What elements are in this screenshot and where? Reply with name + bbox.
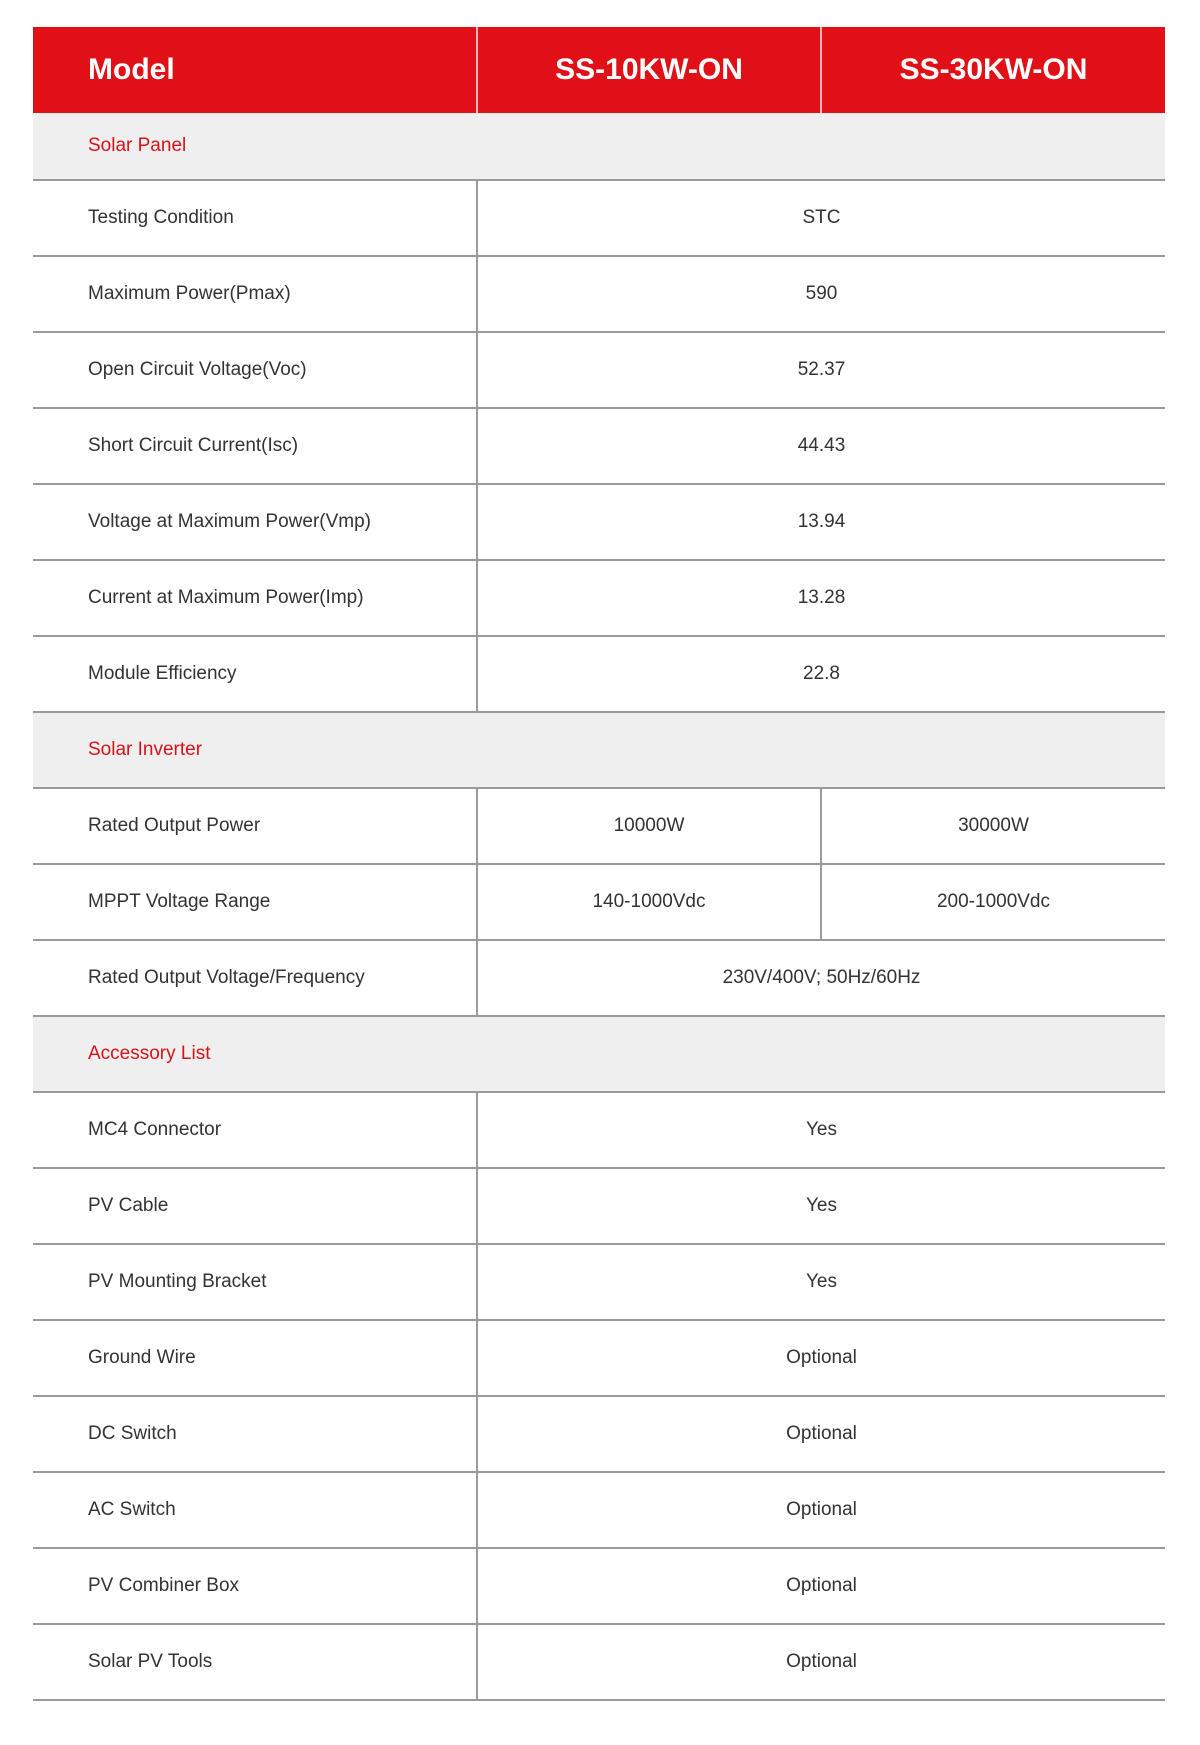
table-row <box>33 788 1165 864</box>
row-label: Open Circuit Voltage(Voc) <box>33 332 477 408</box>
row-label: Short Circuit Current(Isc) <box>33 408 477 484</box>
table-row <box>33 1396 1165 1472</box>
table-row <box>33 1548 1165 1624</box>
row-value: 13.94 <box>477 484 1165 560</box>
table-row <box>33 1168 1165 1244</box>
row-label: PV Combiner Box <box>33 1548 477 1624</box>
row-label: MC4 Connector <box>33 1092 477 1168</box>
table-row <box>33 332 1165 408</box>
row-label: PV Cable <box>33 1168 477 1244</box>
table-row <box>33 1320 1165 1396</box>
row-label: Maximum Power(Pmax) <box>33 256 477 332</box>
table-row <box>33 180 1165 256</box>
row-label: Rated Output Voltage/Frequency <box>33 940 477 1016</box>
section-row-accessory-list <box>33 1016 1165 1092</box>
row-value: Optional <box>477 1396 1165 1472</box>
row-value: Yes <box>477 1092 1165 1168</box>
section-title: Solar Inverter <box>33 712 1165 788</box>
row-value: 590 <box>477 256 1165 332</box>
row-value: STC <box>477 180 1165 256</box>
row-value: 22.8 <box>477 636 1165 712</box>
section-row-solar-inverter <box>33 712 1165 788</box>
table-row <box>33 864 1165 940</box>
row-label: MPPT Voltage Range <box>33 864 477 940</box>
row-value: 13.28 <box>477 560 1165 636</box>
header-model-ss-30kw-on: SS-30KW-ON <box>821 27 1165 113</box>
table-row <box>33 1472 1165 1548</box>
row-value-ss-10kw-on: 140-1000Vdc <box>477 864 821 940</box>
row-value-ss-30kw-on: 200-1000Vdc <box>821 864 1165 940</box>
table-row <box>33 408 1165 484</box>
table-row <box>33 560 1165 636</box>
row-label: Current at Maximum Power(Imp) <box>33 560 477 636</box>
row-label: Module Efficiency <box>33 636 477 712</box>
table-row <box>33 1092 1165 1168</box>
section-row-solar-panel <box>33 113 1165 180</box>
row-value: 44.43 <box>477 408 1165 484</box>
row-label: Rated Output Power <box>33 788 477 864</box>
table-row <box>33 256 1165 332</box>
row-label: PV Mounting Bracket <box>33 1244 477 1320</box>
row-value: Yes <box>477 1168 1165 1244</box>
row-value-ss-10kw-on: 10000W <box>477 788 821 864</box>
table-row <box>33 484 1165 560</box>
row-label: AC Switch <box>33 1472 477 1548</box>
section-title: Solar Panel <box>33 113 1165 180</box>
row-value: 230V/400V; 50Hz/60Hz <box>477 940 1165 1016</box>
row-value: Yes <box>477 1244 1165 1320</box>
header-model-ss-10kw-on: SS-10KW-ON <box>477 27 821 113</box>
row-value: Optional <box>477 1472 1165 1548</box>
row-value: Optional <box>477 1624 1165 1700</box>
row-label: Voltage at Maximum Power(Vmp) <box>33 484 477 560</box>
row-label: Ground Wire <box>33 1320 477 1396</box>
table-row <box>33 1624 1165 1700</box>
row-label: Solar PV Tools <box>33 1624 477 1700</box>
table-row <box>33 1244 1165 1320</box>
section-title: Accessory List <box>33 1016 1165 1092</box>
spec-table <box>33 27 1165 1701</box>
row-value: 52.37 <box>477 332 1165 408</box>
row-label: Testing Condition <box>33 180 477 256</box>
table-row <box>33 636 1165 712</box>
row-value: Optional <box>477 1548 1165 1624</box>
table-header-row <box>33 27 1165 113</box>
row-label: DC Switch <box>33 1396 477 1472</box>
table-row <box>33 940 1165 1016</box>
row-value: Optional <box>477 1320 1165 1396</box>
row-value-ss-30kw-on: 30000W <box>821 788 1165 864</box>
header-model-label: Model <box>33 27 477 113</box>
